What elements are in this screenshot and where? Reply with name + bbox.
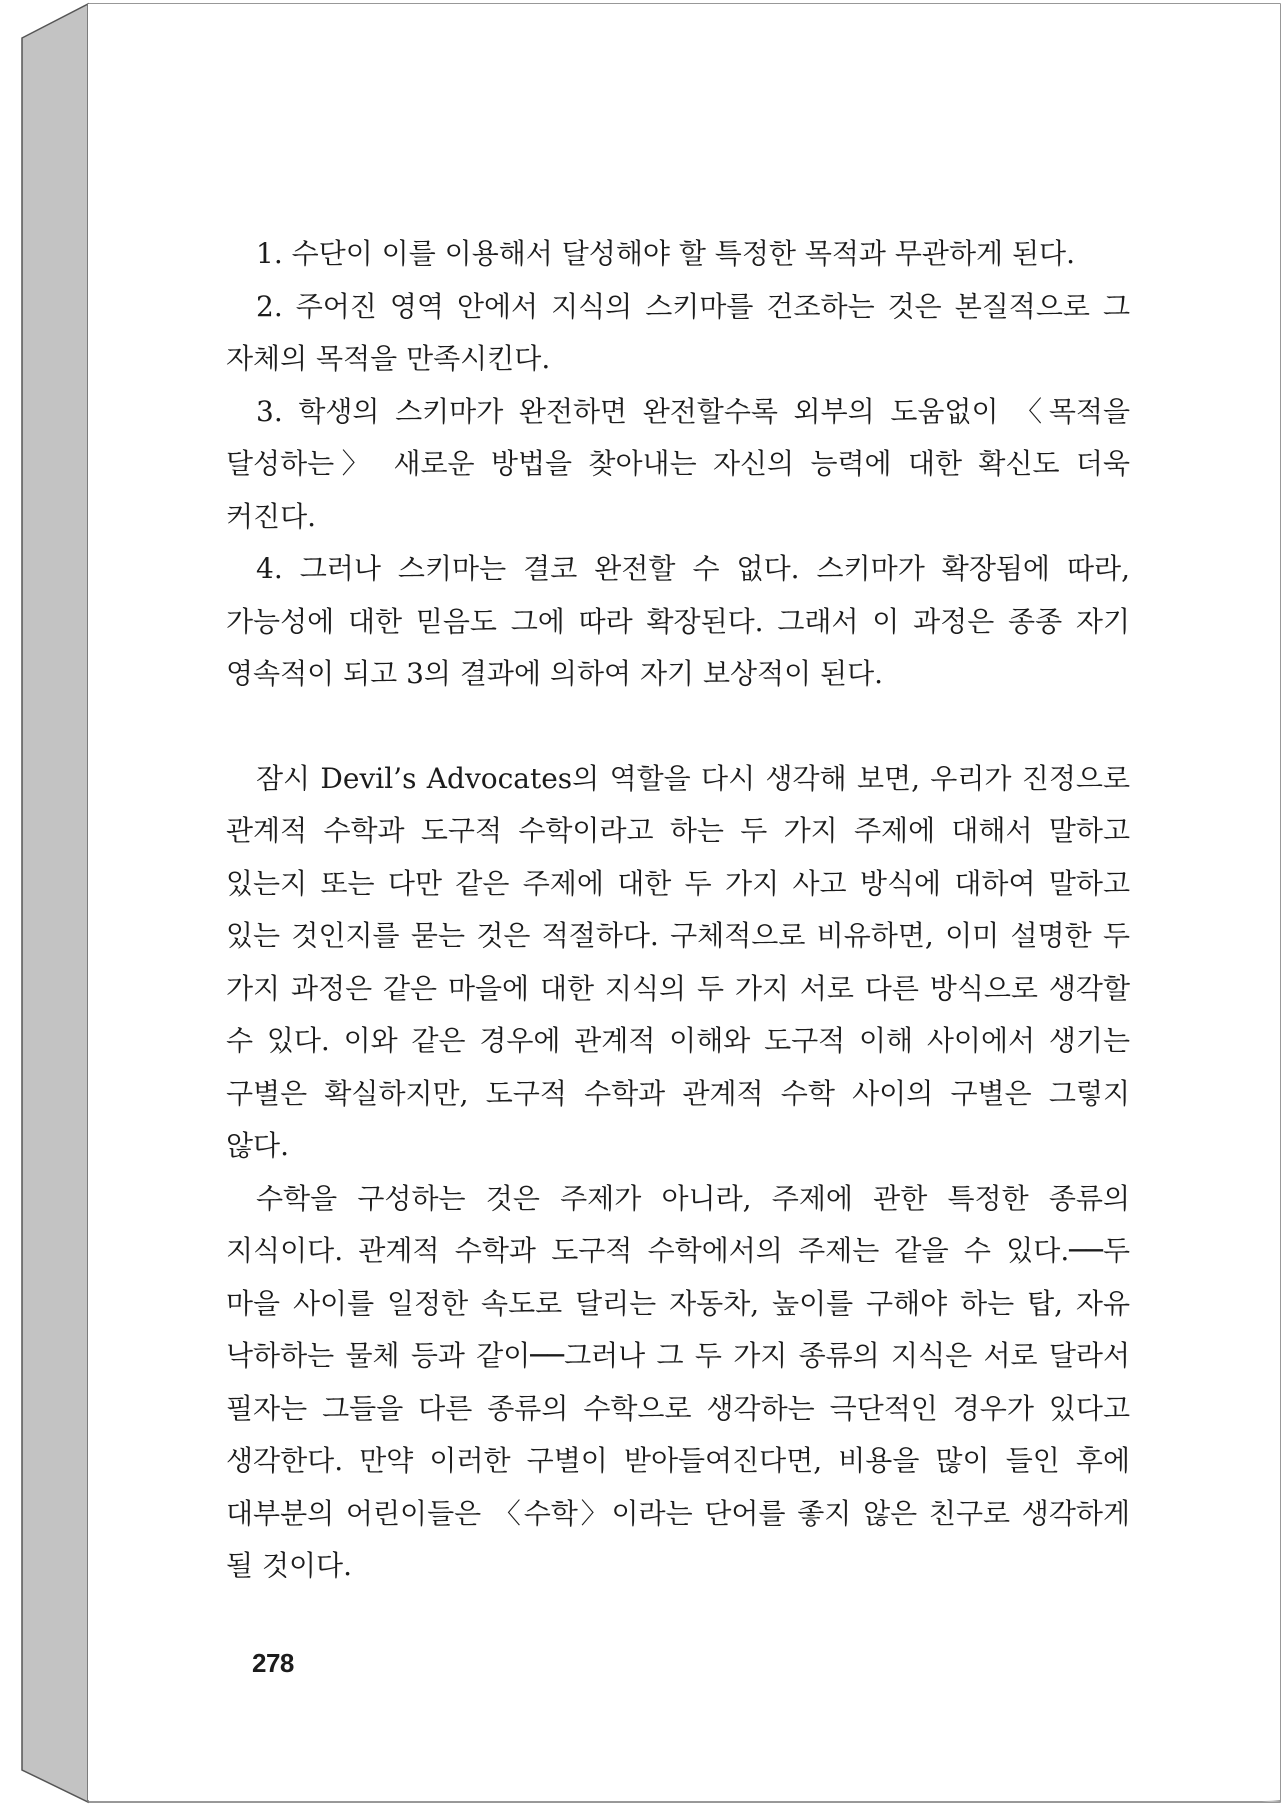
- list-item-3: 3. 학생의 스키마가 완전하면 완전할수록 외부의 도움없이 〈목적을 달성하는〉 새로운 방법을 찾아내는 자신의 능력에 대한 확신도 더욱 커진다.: [226, 394, 1130, 533]
- body-text: [226, 228, 1130, 1593]
- paragraph-devils-advocates: 잠시 Devil’s Advocates의 역할을 다시 생각해 보면, 우리가 진정으로 관계적 수학과 도구적 수학이라고 하는 두 가지 주제에 대해서 말하고 있는지 또는 다만 같은 주제에 대한 두 가지 사고 방식에 대하여 말하고 있는 것인지를 묻는 것은 적절하다. 구체적으로 비유하면, 이미 설명한 두 가지 과정은 같은 마을에 대한 지식의 두 가지 서로 다른 방식으로 생각할 수 있다. 이와 같은 경우에 관계적 이해와 도구적 이해 사이에서 생기는 구별은 확실하지만, 도구적 수학과 관계적 수학 사이의 구별은 그렇지 않다.: [226, 761, 1130, 1162]
- paragraph-mathematics-kinds: 수학을 구성하는 것은 주제가 아니라, 주제에 관한 특정한 종류의 지식이다. 관계적 수학과 도구적 수학에서의 주제는 같을 수 있다.──두 마을 사이를 일정한 속도로 달리는 자동차, 높이를 구해야 하는 탑, 자유 낙하하는 물체 등과 같이──그러나 그 두 가지 종류의 지식은 서로 달라서 필자는 그들을 다른 종류의 수학으로 생각하는 극단적인 경우가 있다고 생각한다. 만약 이러한 구별이 받아들여진다면, 비용을 많이 들인 후에 대부분의 어린이들은 〈수학〉이라는 단어를 좋지 않은 친구로 생각하게 될 것이다.: [226, 1181, 1130, 1582]
- list-item-4: 4. 그러나 스키마는 결코 완전할 수 없다. 스키마가 확장됨에 따라, 가능성에 대한 믿음도 그에 따라 확장된다. 그래서 이 과정은 종종 자기 영속적이 되고 3의 결과에 의하여 자기 보상적이 된다.: [226, 552, 1130, 690]
- list-item-2: 2. 주어진 영역 안에서 지식의 스키마를 건조하는 것은 본질적으로 그 자체의 목적을 만족시킨다.: [226, 289, 1130, 375]
- list-item-1: 1. 수단이 이를 이용해서 달성해야 할 특정한 목적과 무관하게 된다.: [256, 237, 1075, 270]
- page-number: 278: [252, 1648, 294, 1678]
